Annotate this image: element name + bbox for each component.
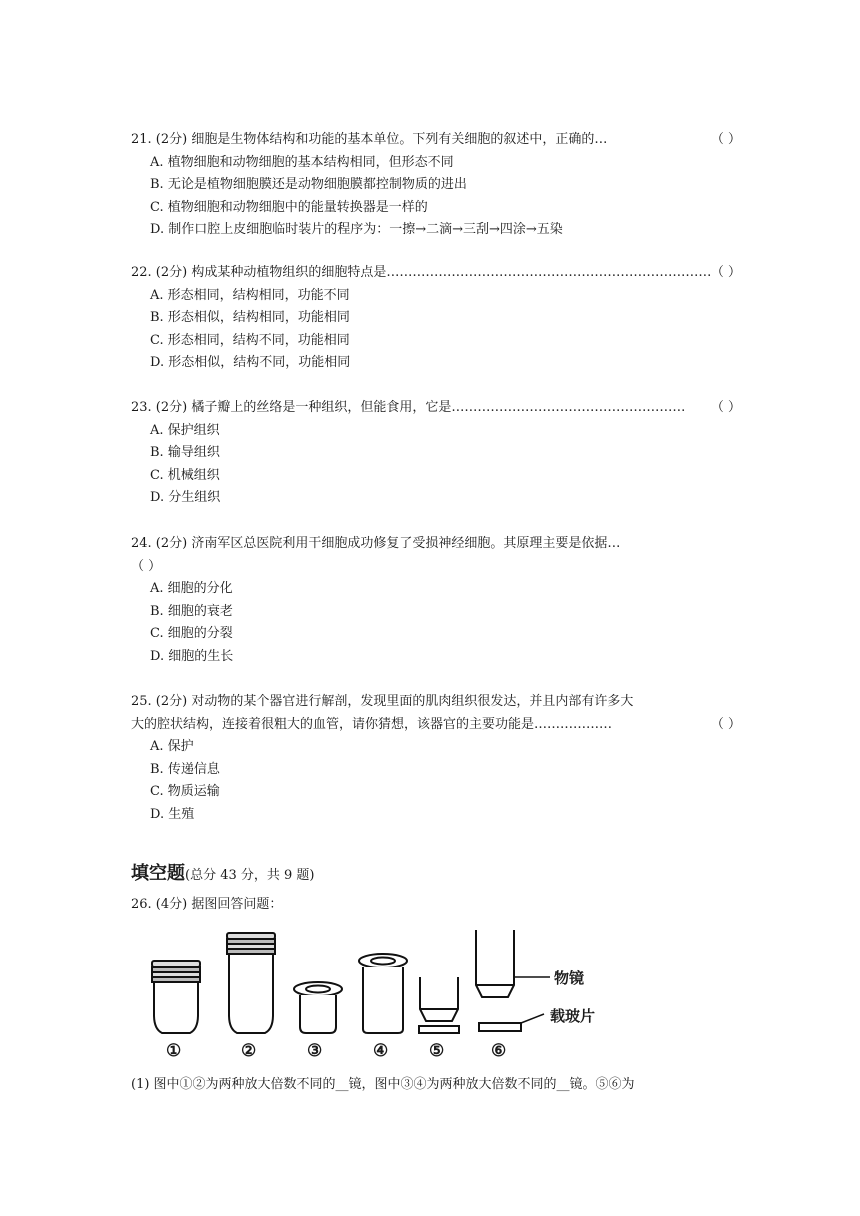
answer-paren: （ ） — [710, 265, 741, 280]
stem-text-line2: 大的腔状结构，连接着很粗大的血管，请你猜想，该器官的主要功能是 — [131, 716, 535, 732]
stem-dots: ……………………………………………… — [451, 400, 686, 415]
question-21 — [131, 129, 741, 242]
objective-long — [359, 954, 407, 1033]
question-24 — [131, 533, 741, 668]
option-d: D. 生殖 — [150, 806, 195, 822]
question-stem-line2 — [131, 714, 741, 737]
option-b: B. 细胞的衰老 — [150, 603, 233, 619]
option-c: C. 植物细胞和动物细胞中的能量转换器是一样的 — [150, 199, 428, 215]
answer-paren: （ ） — [131, 558, 162, 574]
microscope-parts-figure — [140, 925, 620, 1065]
objective-short — [294, 982, 342, 1033]
question-stem-line2 — [131, 556, 741, 579]
question-stem — [131, 129, 741, 152]
figure-number-1: ① — [166, 1041, 182, 1061]
option-a: A. 形态相同，结构相同，功能不同 — [150, 287, 350, 303]
figure-number-3: ③ — [307, 1041, 323, 1061]
question-22 — [131, 262, 741, 375]
option-a: A. 保护 — [150, 739, 194, 754]
question-stem — [131, 533, 741, 556]
stem-text: 21. (2分) 细胞是生物体结构和功能的基本单位。下列有关细胞的叙述中，正确的 — [131, 132, 595, 147]
section-subtitle: (总分 43 分，共 9 题) — [185, 868, 315, 883]
stem-dots: … — [594, 132, 608, 147]
figure-number-4: ④ — [373, 1041, 389, 1061]
option-a: A. 保护组织 — [150, 422, 220, 438]
question-25 — [131, 691, 741, 826]
objective-label: 物镜 — [554, 969, 585, 987]
option-d: D. 形态相似，结构不同，功能相同 — [150, 355, 351, 370]
section-title: 填空题 — [131, 863, 185, 884]
figure-number-2: ② — [241, 1041, 257, 1061]
lens-slide-6 — [476, 930, 550, 1031]
question-23 — [131, 397, 741, 510]
eyepiece-short — [152, 961, 200, 1033]
option-b: B. 输导组织 — [150, 445, 220, 460]
option-d: D. 细胞的生长 — [150, 648, 234, 664]
stem-dots: ……………… — [534, 716, 613, 732]
answer-paren: （ ） — [710, 716, 741, 732]
question-26-part-1: (1) 图中①②为两种放大倍数不同的__镜，图中③④为两种放大倍数不同的__镜。⑤⑥为 — [131, 1077, 635, 1092]
option-c: C. 细胞的分裂 — [150, 626, 233, 641]
lens-slide-5 — [419, 977, 459, 1033]
question-stem — [131, 397, 741, 420]
option-a: A. 细胞的分化 — [150, 581, 233, 596]
question-stem — [131, 262, 741, 285]
question-26-stem: 26. (4分) 据图回答问题： — [131, 897, 283, 912]
option-d: D. 分生组织 — [150, 490, 221, 505]
option-b: B. 无论是植物细胞膜还是动物细胞膜都控制物质的进出 — [150, 177, 467, 192]
answer-paren: （ ） — [710, 400, 741, 415]
option-c: C. 物质运输 — [150, 784, 220, 799]
section-heading — [131, 859, 315, 885]
stem-text: 25. (2分) 对动物的某个器官进行解剖，发现里面的肌肉组织很发达，并且内部有许多大 — [131, 694, 634, 709]
stem-dots: ………………………………………………………………… — [386, 265, 711, 280]
option-c: C. 形态相同，结构不同，功能相同 — [150, 332, 350, 348]
option-c: C. 机械组织 — [150, 467, 220, 483]
option-a: A. 植物细胞和动物细胞的基本结构相同，但形态不同 — [150, 154, 454, 170]
answer-paren: （ ） — [710, 132, 741, 147]
figure-number-6: ⑥ — [491, 1041, 507, 1061]
question-stem — [131, 691, 741, 714]
eyepiece-long — [227, 933, 275, 1033]
option-b: B. 传递信息 — [150, 761, 220, 777]
option-b: B. 形态相似，结构相同，功能相同 — [150, 310, 350, 325]
stem-text: 24. (2分) 济南军区总医院利用干细胞成功修复了受损神经细胞。其原理主要是依据… — [131, 536, 621, 551]
stem-text: 22. (2分) 构成某种动植物组织的细胞特点是 — [131, 265, 387, 280]
slide-label: 载玻片 — [550, 1007, 596, 1025]
option-d: D. 制作口腔上皮细胞临时装片的程序为：一擦→二滴→三刮→四涂→五染 — [150, 222, 563, 237]
stem-text: 23. (2分) 橘子瓣上的丝络是一种组织，但能食用，它是 — [131, 400, 452, 415]
figure-number-5: ⑤ — [429, 1041, 445, 1061]
